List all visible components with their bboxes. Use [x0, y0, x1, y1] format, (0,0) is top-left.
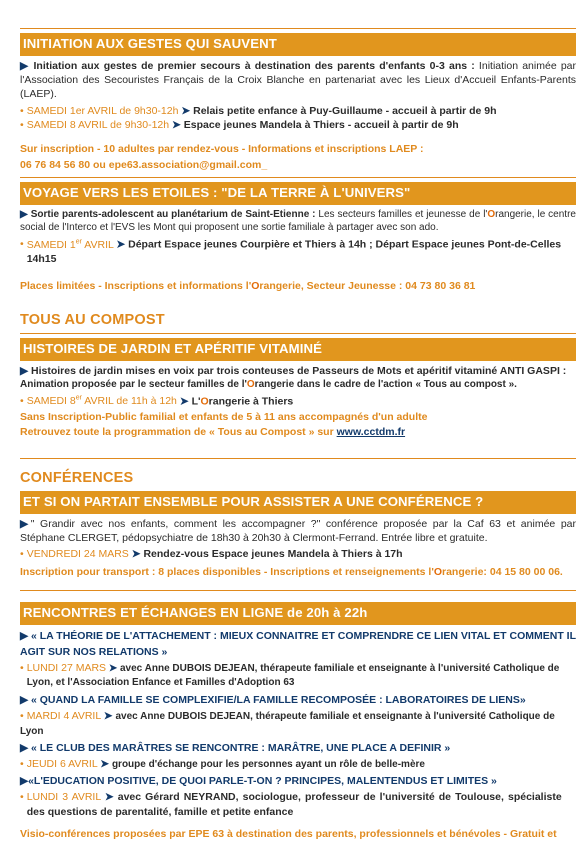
triangle-icon: ▶ [20, 208, 28, 220]
talk-title: ▶ « LA THÉORIE DE L'ATTACHEMENT : MIEUX CONNAITRE ET COMPRENDRE CE LIEN VITAL ET COMMENT IL AGIT SUR NOS RELATIONS » [20, 629, 577, 658]
event-line: • MARDI 4 AVRIL ➤ avec Anne DUBOIS DEJEAN, thérapeute familiale et enseignante à l'université Catholique de Lyon [20, 709, 576, 739]
footer-line: Visio-conférences proposées par EPE 63 à destination des parents, professionnels et bénévoles - Gratuit et [20, 828, 557, 841]
section-etoiles [20, 177, 576, 293]
conference-paragraph: ▶" Grandir avec nos enfants, comment les accompagner ?" conférence proposée par la Caf 63 et animée par Stéphane CLERGET, pédopsychiatre de 18h30 à 20h30 à Clermont-Ferrand. Entrée libre et gratuite. [20, 517, 576, 544]
divider [20, 28, 576, 29]
section-heading: TOUS AU COMPOST [20, 312, 165, 328]
triangle-icon: ▶ [20, 741, 29, 754]
contact-line[interactable]: 06 76 84 56 80 ou epe63.association@gmail.com_ [20, 159, 268, 172]
chevron-right-icon: ➤ [131, 548, 141, 561]
intro-paragraph: ▶ Sortie parents-adolescent au planétarium de Saint-Etienne : Les secteurs familles et jeunesse de l'Orangerie, le centre social de l'Interco et l'EVS les Mont qui proposent une sortie familiale à partager avec son ado. [20, 208, 576, 234]
triangle-icon: ▶ [20, 774, 29, 787]
info-line: Places limitées - Inscriptions et informations l'Orangerie, Secteur Jeunesse : 04 73 80 36 81 [20, 279, 476, 292]
divider [20, 177, 576, 178]
section-rencontres [20, 590, 576, 842]
talk-title: ▶«L'EDUCATION POSITIVE, DE QUOI PARLE-T-ON ? PRINCIPES, MALENTENDUS ET LIMITES » [20, 774, 497, 787]
intro-line: ▶ Histoires de jardin mises en voix par trois conteuses de Passeurs de Mots et apéritif vitaminé ANTI GASPI : [20, 364, 567, 377]
info-line: Retrouvez toute la programmation de « Tous au Compost » sur www.cctdm.fr [20, 426, 406, 439]
event-line: • LUNDI 3 AVRIL ➤ avec Gérard NEYRAND, sociologue, professeur de l'université de Toulouse, spécialiste des questions de parentalité, famille et petite enfance [20, 790, 576, 819]
triangle-icon: ▶ [20, 364, 29, 377]
triangle-icon: ▶ [20, 629, 29, 642]
divider [20, 458, 576, 459]
event-line: • JEUDI 6 AVRIL ➤ groupe d'échange pour les personnes ayant un rôle de belle-mère [20, 757, 576, 772]
event-line: • SAMEDI 1er AVRIL de 9h30-12h ➤ Relais petite enfance à Puy-Guillaume - accueil à partir de 9h [20, 104, 576, 118]
section-title: HISTOIRES DE JARDIN ET APÉRITIF VITAMINÉ [20, 338, 576, 361]
chevron-right-icon: ➤ [116, 238, 126, 251]
event-line: • SAMEDI 1er AVRIL ➤ Départ Espace jeunes Courpière et Thiers à 14h ; Départ Espace jeunes Pont-de-Celles 14h15 [20, 237, 576, 266]
section-heading: CONFÉRENCES [20, 470, 134, 486]
intro-line: Animation proposée par le secteur familles de l'Orangerie dans le cadre de l'action « Tous au compost ». [20, 378, 517, 390]
talk-title: ▶ « QUAND LA FAMILLE SE COMPLEXIFIE/LA FAMILLE RECOMPOSÉE : LABORATOIRES DE LIENS» [20, 693, 526, 706]
info-line: Sans Inscription-Public familial et enfants de 5 à 11 ans accompagnés d'un adulte [20, 410, 428, 423]
info-line: Sur inscription - 10 adultes par rendez-vous - Informations et inscriptions LAEP : [20, 142, 424, 155]
section-title: RENCONTRES ET ÉCHANGES EN LIGNE de 20h à 22h [20, 602, 576, 625]
chevron-right-icon: ➤ [181, 104, 191, 117]
section-compost [20, 310, 576, 440]
event-line: • VENDREDI 24 MARS ➤ Rendez-vous Espace jeunes Mandela à Thiers à 17h [20, 547, 576, 561]
triangle-icon: ▶ [20, 693, 29, 706]
section-conferences [20, 458, 576, 579]
talk-title: ▶ « LE CLUB DES MARÂTRES SE RENCONTRE : MARÂTRE, UNE PLACE A DEFINIR » [20, 741, 451, 754]
intro-paragraph: ▶ Initiation aux gestes de premier secours à destination des parents d'enfants 0-3 ans : Initiation animée par l'Association des Secouristes Français de la Croix Blanche en partenariat avec les Lieux d'Accueil Enfants-Parents (LAEP). [20, 59, 576, 101]
chevron-right-icon: ➤ [172, 119, 181, 132]
divider [20, 590, 576, 591]
triangle-icon: ▶ [20, 59, 30, 72]
divider [20, 333, 576, 334]
section-title: ET SI ON PARTAIT ENSEMBLE POUR ASSISTER A UNE CONFÉRENCE ? [20, 491, 576, 514]
event-line: • SAMEDI 8 AVRIL de 9h30-12h ➤ Espace jeunes Mandela à Thiers - accueil à partir de 9h [20, 118, 576, 132]
info-line: Inscription pour transport : 8 places disponibles - Inscriptions et renseignements l'Orangerie: 04 15 80 00 06. [20, 565, 563, 578]
section-gestes-qui-sauvent [20, 28, 576, 173]
triangle-icon: ▶ [20, 517, 31, 530]
event-line: • LUNDI 27 MARS ➤ avec Anne DUBOIS DEJEAN, thérapeute familiale et enseignante à l'université Catholique de Lyon, et l'Association Enfance et Familles d'Adoption 63 [20, 661, 576, 690]
event-line: • SAMEDI 8er AVRIL de 11h à 12h ➤ L'Orangerie à Thiers [20, 394, 576, 409]
cctdm-link[interactable]: www.cctdm.fr [336, 426, 406, 439]
section-title: VOYAGE VERS LES ETOILES : "DE LA TERRE À L'UNIVERS" [20, 182, 576, 205]
section-title: INITIATION AUX GESTES QUI SAUVENT [20, 33, 576, 56]
chevron-right-icon: ➤ [179, 395, 189, 408]
